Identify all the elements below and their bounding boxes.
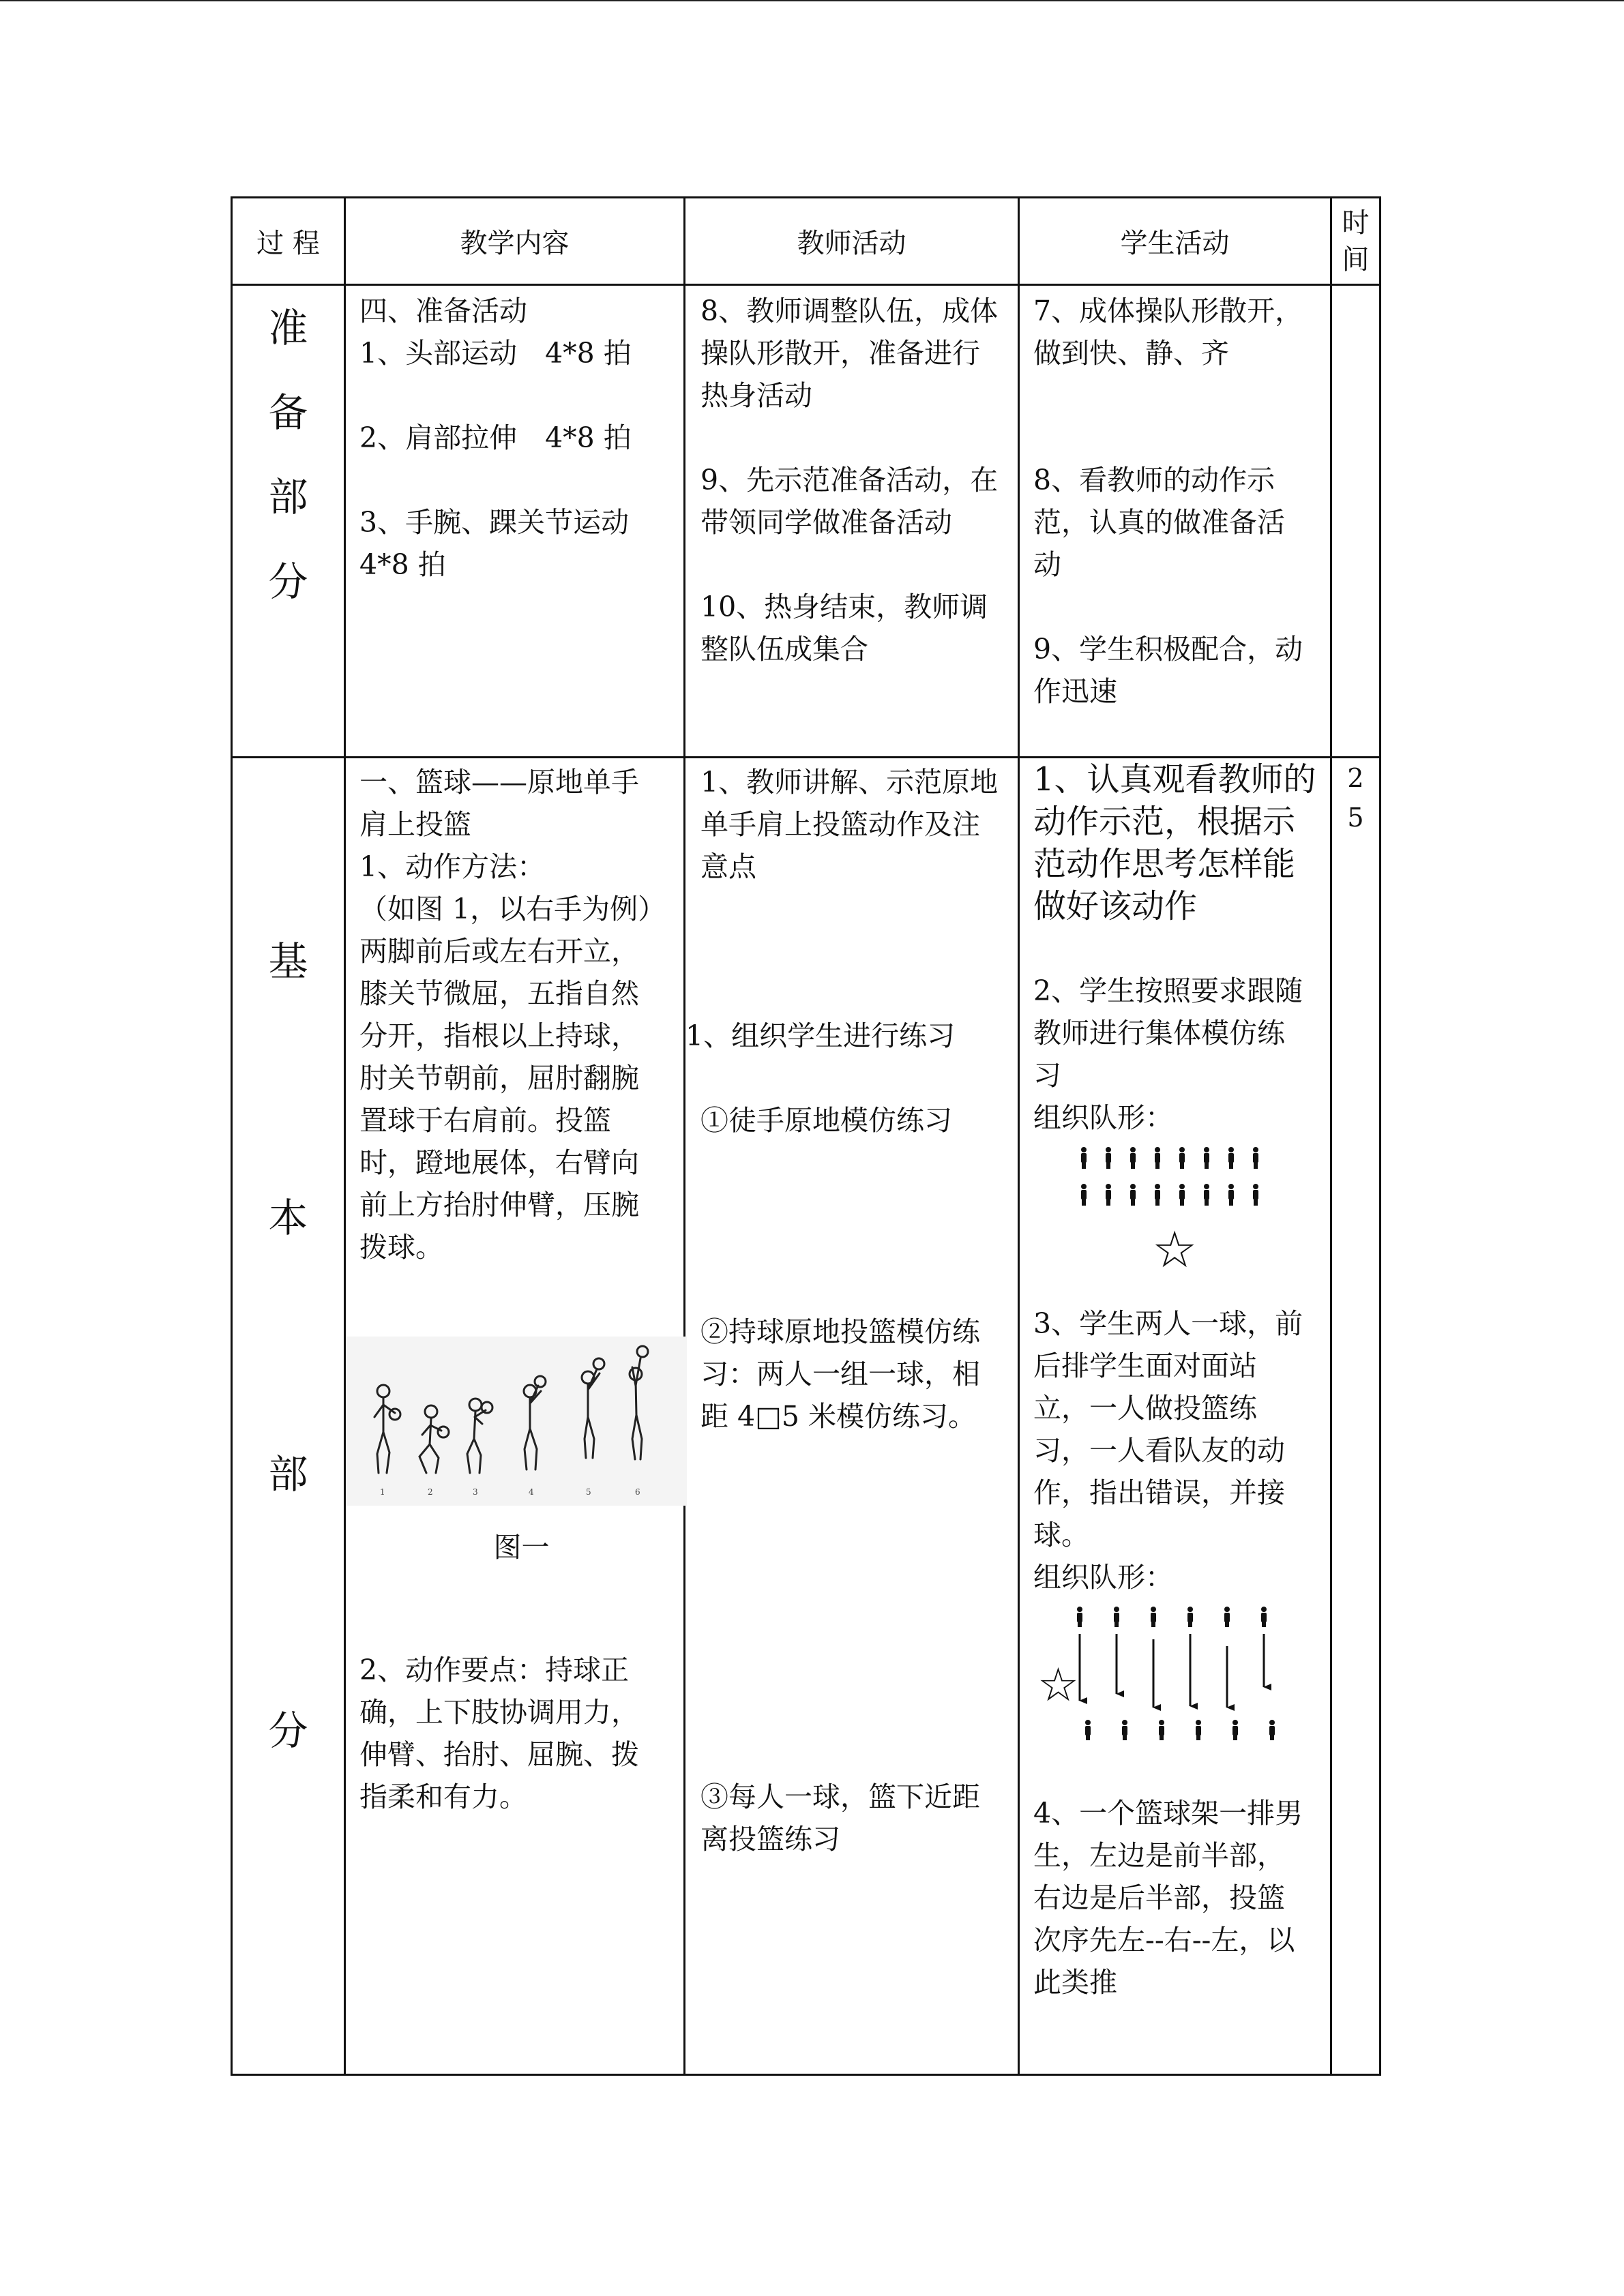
figure-number-3: 3 [473, 1487, 478, 1497]
figure-number-4: 4 [529, 1487, 534, 1497]
page-top-rule [0, 0, 1624, 1]
header-row [232, 198, 1381, 285]
main-content-cell: 一、篮球——原地单手 肩上投篮 1、动作方法： （如图 1，以右手为例） 两脚前后或左右开立， 膝关节微屈，五指自然 分开，指根以上持球， 肘关节朝前，屈肘翻腕 置球于右肩前。投篮 时，蹬地展体，右臂向 前上方抬肘伸臂，压腕 拨球。 1 2 3 4 5 6 图一 2、动作要点：持球正 确，上下肢协调用力， 伸臂、抬肘、屈腕、拨 指柔和有力。 [345, 758, 685, 2075]
jump-shot-figure [346, 1337, 687, 1506]
main-row [232, 758, 1381, 2075]
shooter-markers-row [1077, 1607, 1267, 1627]
figure-number-1: 1 [380, 1487, 385, 1497]
teacher-organize-practice: 1、组织学生进行练习 [685, 1019, 956, 1052]
main-teacher-cell: 1、教师讲解、示范原地 单手肩上投篮动作及注 意点 1、组织学生进行练习 ①徒手原地模仿练习 ②持球原地投篮模仿练 习：两人一组一球，相 距 4□5 米模仿练习。 ③每人一球，篮下近距 离投篮练习 [685, 758, 1019, 2075]
teacher-drill-1: ①徒手原地模仿练习 [700, 1104, 952, 1137]
formation-label-2: 组织队形： [1033, 1561, 1173, 1594]
header-content: 教学内容 [345, 198, 685, 285]
prep-time-cell [1331, 285, 1381, 758]
lesson-plan-table [231, 196, 1381, 2076]
figure-number-5: 5 [586, 1487, 591, 1497]
pass-arrows [1080, 1634, 1264, 1708]
figure-number-6: 6 [635, 1487, 640, 1497]
main-stage-label: 基 本 部 分 [232, 758, 345, 2075]
prep-student-cell: 7、成体操队形散开， 做到快、静、齐 8、看教师的动作示 范，认真的做准备活 动 9、学生积极配合，动 作迅速 [1019, 285, 1331, 758]
header-student: 学生活动 [1019, 198, 1331, 285]
header-time: 时 间 [1331, 198, 1381, 285]
formation-diagram-2 [1033, 1598, 1320, 1755]
figure-number-2: 2 [428, 1487, 433, 1497]
main-time-cell: 2 5 [1331, 758, 1381, 2075]
student-markers-row-1 [1081, 1147, 1258, 1169]
formation-label-1: 组织队形： [1033, 1101, 1173, 1134]
prep-teacher-cell: 8、教师调整队伍，成体 操队形散开，准备进行 热身活动 9、先示范准备活动，在 带领同学做准备活动 10、热身结束，教师调 整队伍成集合 [685, 285, 1019, 758]
student-markers-row-2 [1081, 1184, 1258, 1206]
formation-diagram-1 [1033, 1139, 1320, 1302]
header-teacher: 教师活动 [685, 198, 1019, 285]
main-student-cell: 1、认真观看教师的 动作示范，根据示 范动作思考怎样能 做好该动作 2、学生按照要求跟随 教师进行集体模仿练 习 组织队形： ☆ 3、学生两人一球，前 后排学生面对面站 立，一人做投篮练 习，一人看队友的动 作，指出错误，并接 球。 组织队形： ☆ 4、一个篮球架一排男 生，左边是前半部， 右边是后半部，投篮 次序先左--右--左，以 此类推 [1019, 758, 1331, 2075]
figure-caption: 图一 [493, 1531, 550, 1564]
prep-stage-label: 准 备 部 分 [232, 285, 345, 758]
prep-content-cell: 四、准备活动 1、头部运动 4*8 拍 2、肩部拉伸 4*8 拍 3、手腕、踝关节运动 4*8 拍 [345, 285, 685, 758]
receiver-markers-row [1085, 1720, 1275, 1740]
teacher-star-icon-2: ☆ [1037, 1658, 1079, 1712]
prep-row [232, 285, 1381, 758]
jump-shot-sequence-illustration [346, 1337, 687, 1506]
teacher-star-icon: ☆ [1152, 1221, 1198, 1279]
header-process: 过 程 [232, 198, 345, 285]
